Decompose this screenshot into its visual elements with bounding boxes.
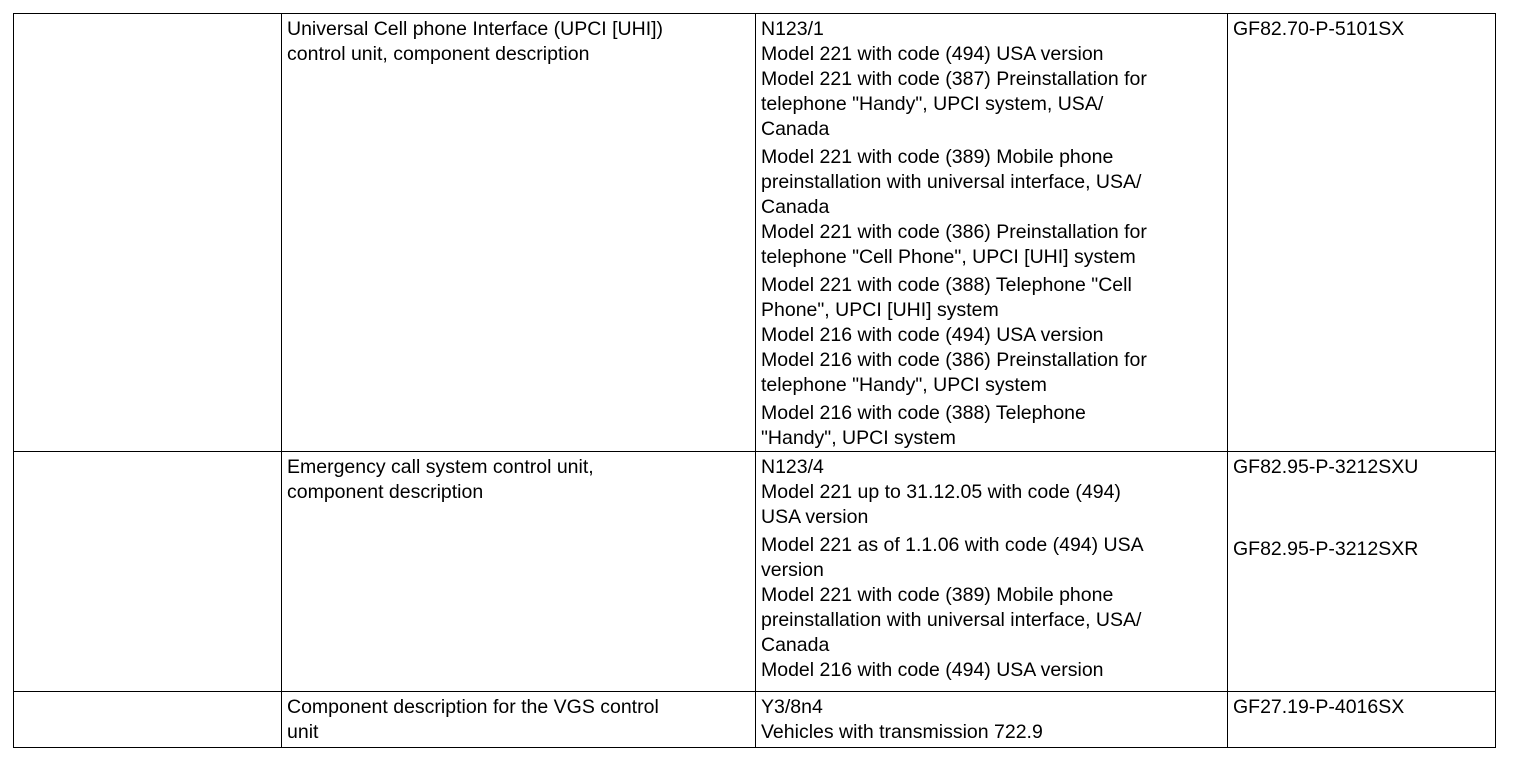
document-number: GF82.70-P-5101SX bbox=[1233, 18, 1405, 40]
component-text: unit bbox=[287, 721, 319, 743]
document-number: GF27.19-P-4016SX bbox=[1233, 696, 1405, 718]
component-text: control unit, component description bbox=[287, 43, 590, 65]
component-text: Component description for the VGS control bbox=[287, 696, 659, 718]
designation-code: N123/4 bbox=[761, 456, 824, 478]
detail-text: Canada bbox=[761, 634, 830, 656]
component-cell bbox=[282, 14, 756, 452]
document-cell bbox=[1228, 452, 1496, 692]
table-row bbox=[14, 692, 1496, 748]
detail-text: Model 221 up to 31.12.05 with code (494) bbox=[761, 481, 1121, 503]
detail-text: Model 221 with code (386) Preinstallation for bbox=[761, 221, 1147, 243]
detail-text: Canada bbox=[761, 196, 830, 218]
detail-text: Model 221 as of 1.1.06 with code (494) USA bbox=[761, 534, 1144, 556]
detail-block bbox=[761, 42, 1222, 67]
detail-text: Vehicles with transmission 722.9 bbox=[761, 721, 1043, 743]
detail-block bbox=[761, 323, 1222, 348]
component-cell bbox=[282, 452, 756, 692]
detail-text: "Handy", UPCI system bbox=[761, 427, 956, 449]
designation-code: N123/1 bbox=[761, 18, 824, 40]
detail-text: telephone "Cell Phone", UPCI [UHI] system bbox=[761, 246, 1136, 268]
detail-text: Model 221 with code (494) USA version bbox=[761, 43, 1104, 65]
detail-text: Model 221 with code (388) Telephone "Cell bbox=[761, 274, 1132, 296]
detail-block bbox=[761, 401, 1222, 451]
detail-text: telephone "Handy", UPCI system bbox=[761, 374, 1047, 396]
detail-text: Canada bbox=[761, 118, 830, 140]
detail-block bbox=[761, 583, 1222, 658]
component-table bbox=[13, 13, 1496, 748]
detail-block bbox=[761, 658, 1222, 683]
detail-text: Model 221 with code (389) Mobile phone bbox=[761, 146, 1114, 168]
component-text: component description bbox=[287, 481, 484, 503]
detail-block bbox=[761, 273, 1222, 323]
designation-cell bbox=[756, 452, 1228, 692]
group-cell bbox=[14, 692, 282, 748]
document-cell bbox=[1228, 692, 1496, 748]
detail-text: version bbox=[761, 559, 824, 581]
document-number: GF82.95-P-3212SXR bbox=[1233, 538, 1419, 560]
designation-cell bbox=[756, 692, 1228, 748]
detail-text: Phone", UPCI [UHI] system bbox=[761, 299, 999, 321]
detail-text: telephone "Handy", UPCI system, USA/ bbox=[761, 93, 1104, 115]
designation-code: Y3/8n4 bbox=[761, 696, 823, 718]
detail-text: Model 216 with code (494) USA version bbox=[761, 324, 1104, 346]
detail-text: Model 216 with code (386) Preinstallation for bbox=[761, 349, 1147, 371]
detail-text: preinstallation with universal interface, USA/ bbox=[761, 171, 1142, 193]
detail-block bbox=[761, 348, 1222, 398]
component-text: Universal Cell phone Interface (UPCI [UHI]) bbox=[287, 18, 664, 40]
detail-text: Model 221 with code (387) Preinstallation for bbox=[761, 68, 1147, 90]
detail-block bbox=[761, 220, 1222, 270]
detail-text: USA version bbox=[761, 506, 869, 528]
component-text: Emergency call system control unit, bbox=[287, 456, 594, 478]
table-row bbox=[14, 452, 1496, 692]
document-number: GF82.95-P-3212SXU bbox=[1233, 456, 1419, 478]
group-cell bbox=[14, 14, 282, 452]
detail-text: Model 221 with code (389) Mobile phone bbox=[761, 584, 1114, 606]
detail-block bbox=[761, 720, 1222, 745]
designation-cell bbox=[756, 14, 1228, 452]
detail-block bbox=[761, 145, 1222, 220]
group-cell bbox=[14, 452, 282, 692]
table-row bbox=[14, 14, 1496, 452]
detail-block bbox=[761, 533, 1222, 583]
detail-text: Model 216 with code (494) USA version bbox=[761, 659, 1104, 681]
component-cell bbox=[282, 692, 756, 748]
detail-text: preinstallation with universal interface, USA/ bbox=[761, 609, 1142, 631]
document-cell bbox=[1228, 14, 1496, 452]
detail-block bbox=[761, 480, 1222, 530]
detail-text: Model 216 with code (388) Telephone bbox=[761, 402, 1086, 424]
detail-block bbox=[761, 67, 1222, 142]
